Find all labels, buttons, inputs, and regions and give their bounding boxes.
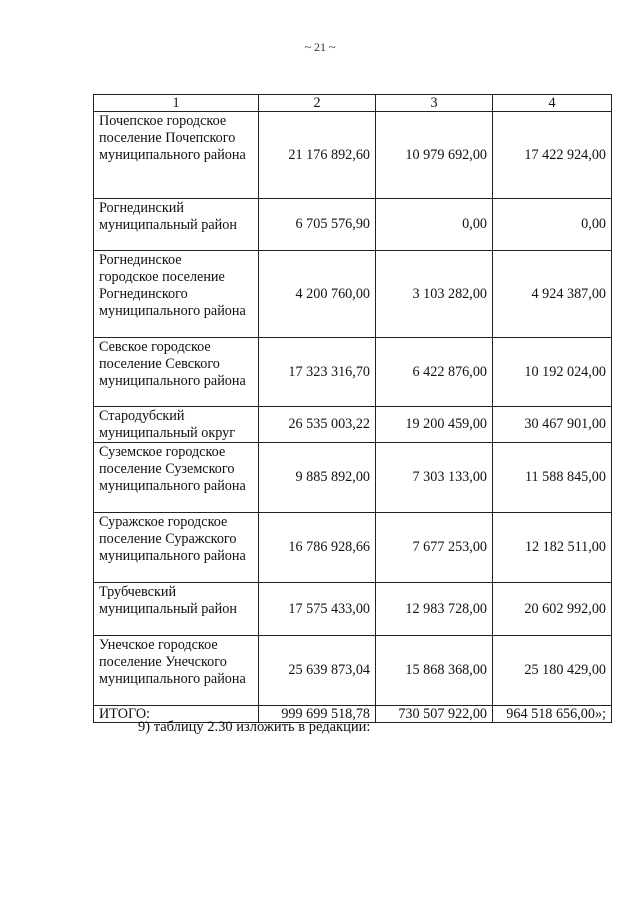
value-col4: 10 192 024,00 [493,338,612,407]
budget-table [93,94,612,723]
table-row [94,251,612,338]
value-col4: 4 924 387,00 [493,251,612,338]
value-col2: 21 176 892,60 [259,112,376,199]
value-col2: 4 200 760,00 [259,251,376,338]
total-col4: 964 518 656,00»; [493,706,612,723]
municipality-name: Рогнединское городское поселение Рогнединского муниципального района [94,251,259,338]
municipality-name: Суземское городское поселение Суземского муниципального района [94,443,259,513]
municipality-name: Почепское городское поселение Почепского муниципального района [94,112,259,199]
value-col3: 12 983 728,00 [376,583,493,636]
table-row [94,443,612,513]
column-header: 3 [376,95,493,112]
instruction-text: 9) таблицу 2.30 изложить в редакции: [138,719,371,735]
value-col4: 30 467 901,00 [493,407,612,443]
column-header: 2 [259,95,376,112]
value-col4: 25 180 429,00 [493,636,612,706]
value-col3: 15 868 368,00 [376,636,493,706]
value-col3: 19 200 459,00 [376,407,493,443]
table-header-row [94,95,612,112]
value-col3: 10 979 692,00 [376,112,493,199]
municipality-name: Стародубский муниципальный округ [94,407,259,443]
municipality-name: Рогнединский муниципальный район [94,199,259,251]
value-col3: 6 422 876,00 [376,338,493,407]
total-col3: 730 507 922,00 [376,706,493,723]
value-col2: 16 786 928,66 [259,513,376,583]
value-col4: 11 588 845,00 [493,443,612,513]
table-row [94,199,612,251]
value-col3: 7 303 133,00 [376,443,493,513]
column-header: 1 [94,95,259,112]
value-col3: 0,00 [376,199,493,251]
municipality-name: Трубчевский муниципальный район [94,583,259,636]
value-col4: 12 182 511,00 [493,513,612,583]
total-label: ИТОГО: [94,706,259,723]
table-row [94,513,612,583]
total-col2: 999 699 518,78 [259,706,376,723]
value-col2: 9 885 892,00 [259,443,376,513]
table-row [94,636,612,706]
value-col2: 25 639 873,04 [259,636,376,706]
municipality-name: Севское городское поселение Севского муниципального района [94,338,259,407]
page-number: ~ 21 ~ [304,40,336,54]
value-col4: 20 602 992,00 [493,583,612,636]
table-row [94,112,612,199]
value-col2: 26 535 003,22 [259,407,376,443]
municipality-name: Унечское городское поселение Унечского муниципального района [94,636,259,706]
municipality-name: Суражское городское поселение Суражского муниципального района [94,513,259,583]
value-col2: 17 575 433,00 [259,583,376,636]
value-col3: 3 103 282,00 [376,251,493,338]
table-row [94,583,612,636]
value-col2: 17 323 316,70 [259,338,376,407]
value-col3: 7 677 253,00 [376,513,493,583]
value-col2: 6 705 576,90 [259,199,376,251]
value-col4: 0,00 [493,199,612,251]
column-header: 4 [493,95,612,112]
table-row [94,338,612,407]
value-col4: 17 422 924,00 [493,112,612,199]
table-row [94,407,612,443]
